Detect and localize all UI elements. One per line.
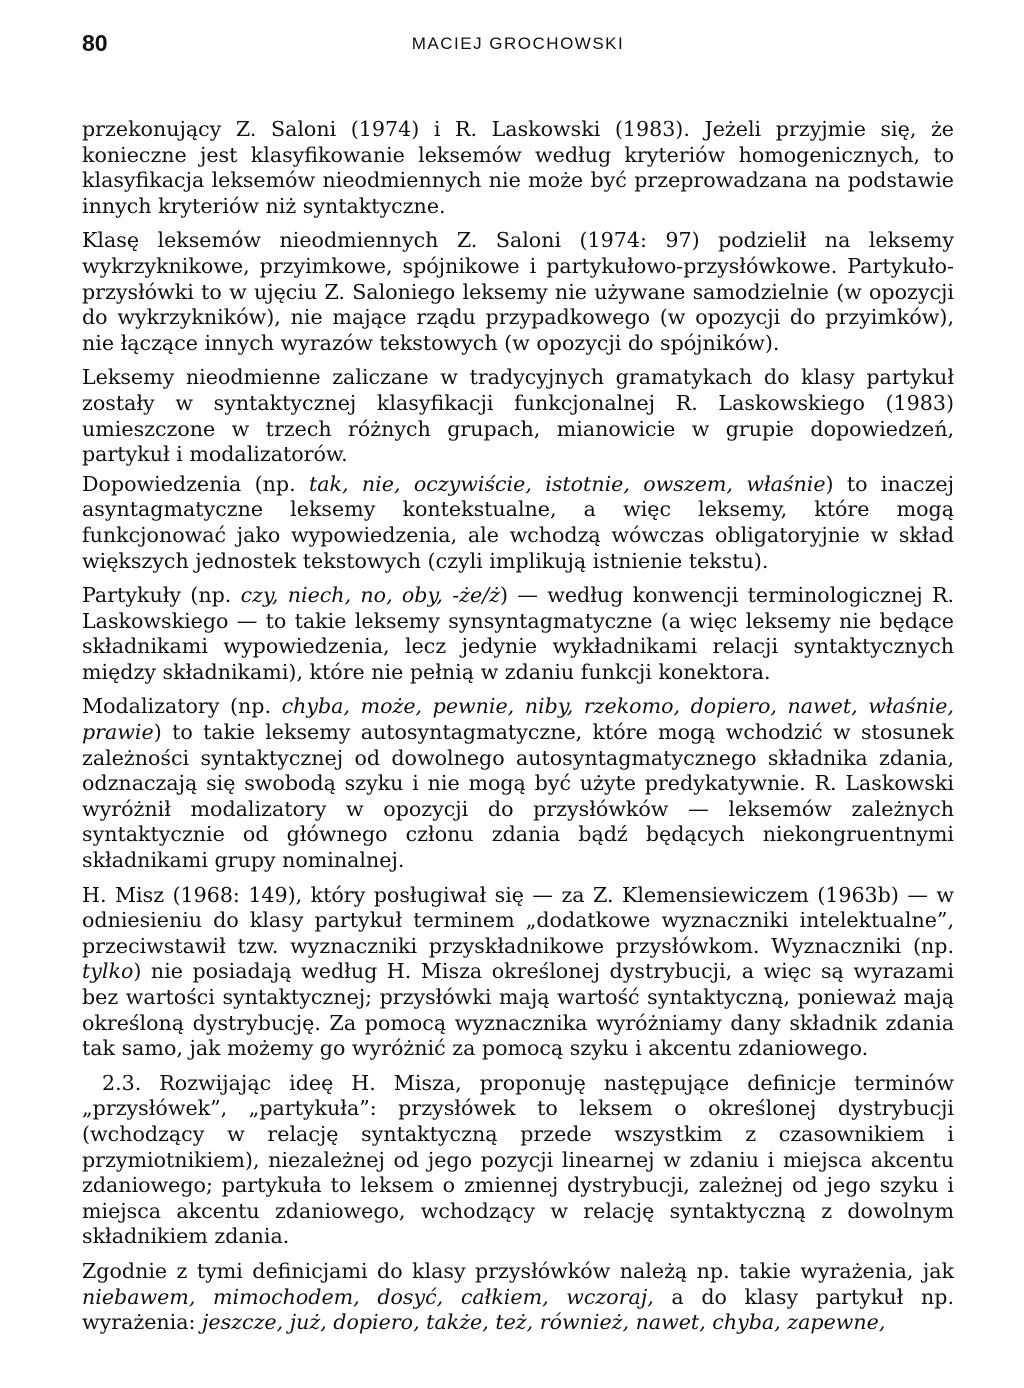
text-run: Dopowiedzenia (np. [82, 471, 309, 496]
page-header [82, 30, 954, 66]
text-run: Klasę leksemów nieodmiennych Z. Saloni (1974: 97) podzielił na leksemy wykrzyknikowe, przyimkowe, spójnikowe i partykułowo-przysłówkowe. Partykuło-przysłówki to w ujęciu Z. Saloniego leksemy nie używane samodzielnie (w opozycji do wykrzykników), nie mające rządu przypadkowego (w opozycji do przyimków), nie łączące innych wyrazów tekstowych (w opozycji do spójników). [82, 228, 954, 355]
text-run: ) nie posiadają według H. Misza określonej dystrybucji, a więc są wyrazami bez wartości syntaktycznej; przysłówki mają wartość syntaktyczną, ponieważ mają określoną dystrybucję. Za pomocą wyznacznika wyróżniamy dany składnik zdania tak samo, jak możemy go wyróżnić za pomocą szyku i akcentu zdaniowego. [82, 959, 954, 1061]
text-run: ) — według konwencji terminologicznej R. Laskowskiego — to takie leksemy synsyntagmatyczne (a więc leksemy nie będące składnikami wypowiedzenia, lecz jedynie wykładnikami relacji syntaktycznych między składnikami), które nie pełnią w zdaniu funkcji konektora. [82, 583, 955, 684]
paragraph-7 [82, 883, 954, 1062]
paragraph-2 [82, 228, 954, 356]
text-run: ) to inaczej asyntagmatyczne leksemy kontekstualne, a więc leksemy, które mogą funkcjonować jako wypowiedzenia, ale wchodzą wówczas obligatoryjnie w skład większych jednostek tekstowych (czyli implikują istnienie tekstu). [82, 471, 955, 573]
paragraph-5 [82, 583, 954, 685]
italic-example-terms: tylko [82, 959, 134, 984]
paragraph-6 [82, 694, 954, 873]
text-run: Zgodnie z tymi definicjami do klasy przysłówków należą np. takie wyrażenia, jak [82, 1258, 954, 1283]
text-run: 2.3. Rozwijając ideę H. Misza, proponuję następujące definicje terminów „przysłówek”, „partykuła”: przysłówek to leksem o określonej dystrybucji (wchodzący w relację syntaktyczną przede wszystkim z czasownikiem i przymiotnikiem), niezależnej od jego pozycji linearnej w zdaniu i miejsca akcentu zdaniowego; partykuła to leksem o zmiennej dystrybucji, zależnej od jego szyku i miejsca akcentu zdaniowego, wchodzący w relację syntaktyczną z dowolnym składnikiem zdania. [82, 1070, 954, 1249]
text-run: Modalizatory (np. [82, 694, 282, 719]
text-run: przekonujący Z. Saloni (1974) i R. Laskowski (1983). Jeżeli przyjmie się, że konieczne jest klasyfikowanie leksemów według kryteriów homogenicznych, to klasyfikacja leksemów nieodmiennych nie może być przeprowadzana na podstawie innych kryteriów niż syntaktyczne. [82, 117, 954, 218]
paragraph-3 [82, 365, 954, 467]
paragraph-9 [82, 1259, 954, 1336]
italic-example-terms: chyba, może, pewnie, niby, rzekomo, dopiero, nawet, właśnie, prawie [82, 694, 954, 745]
paragraph-1 [82, 117, 954, 219]
text-run: H. Misz (1968: 149), który posługiwał się — za Z. Klemensiewiczem (1963b) — w odniesieniu do klasy partykuł terminem „dodatkowe wyznaczniki intelektualne”, przeciwstawił tzw. wyznaczniki przyskładnikowe przysłówkom. Wyznaczniki (np. [82, 882, 954, 958]
italic-example-terms: czy, niech, no, oby, -że/ż [240, 583, 500, 608]
running-head: MACIEJ GROCHOWSKI [411, 34, 625, 53]
text-run: ) to takie leksemy autosyntagmatyczne, które mogą wchodzić w stosunek zależności syntaktycznej od dowolnego autosyntagmatycznego składnika zdania, odznaczają się swobodą szyku i nie mogą być użyte predykatywnie. R. Laskowski wyróżnił modalizatory w opozycji do przysłówków — leksemów zależnych syntaktycznie od głównego członu zdania bądź będących niekongruentnymi składnikami grupy nominalnej. [82, 720, 954, 873]
italic-example-terms: jeszcze, już, dopiero, także, też, również, nawet, chyba, zapewne, [202, 1310, 886, 1335]
paragraph-4 [82, 472, 954, 574]
text-run: Partykuły (np. [82, 583, 241, 608]
page-number: 80 [82, 30, 108, 56]
text-run: Leksemy nieodmienne zaliczane w tradycyjnych gramatykach do klasy partykuł zostały w syntaktycznej klasyfikacji funkcjonalnej R. Laskowskiego (1983) umieszczone w trzech różnych grupach, mianowicie w grupie dopowiedzeń, partykuł i modalizatorów. [82, 365, 954, 467]
body-text [82, 117, 954, 1336]
italic-example-terms: tak, nie, oczywiście, istotnie, owszem, właśnie [308, 471, 826, 496]
italic-example-terms: niebawem, mimochodem, dosyć, całkiem, wczoraj, [82, 1284, 654, 1309]
paragraph-8 [82, 1071, 954, 1250]
text-run: a do klasy partykuł np. wyrażenia: [82, 1284, 954, 1335]
